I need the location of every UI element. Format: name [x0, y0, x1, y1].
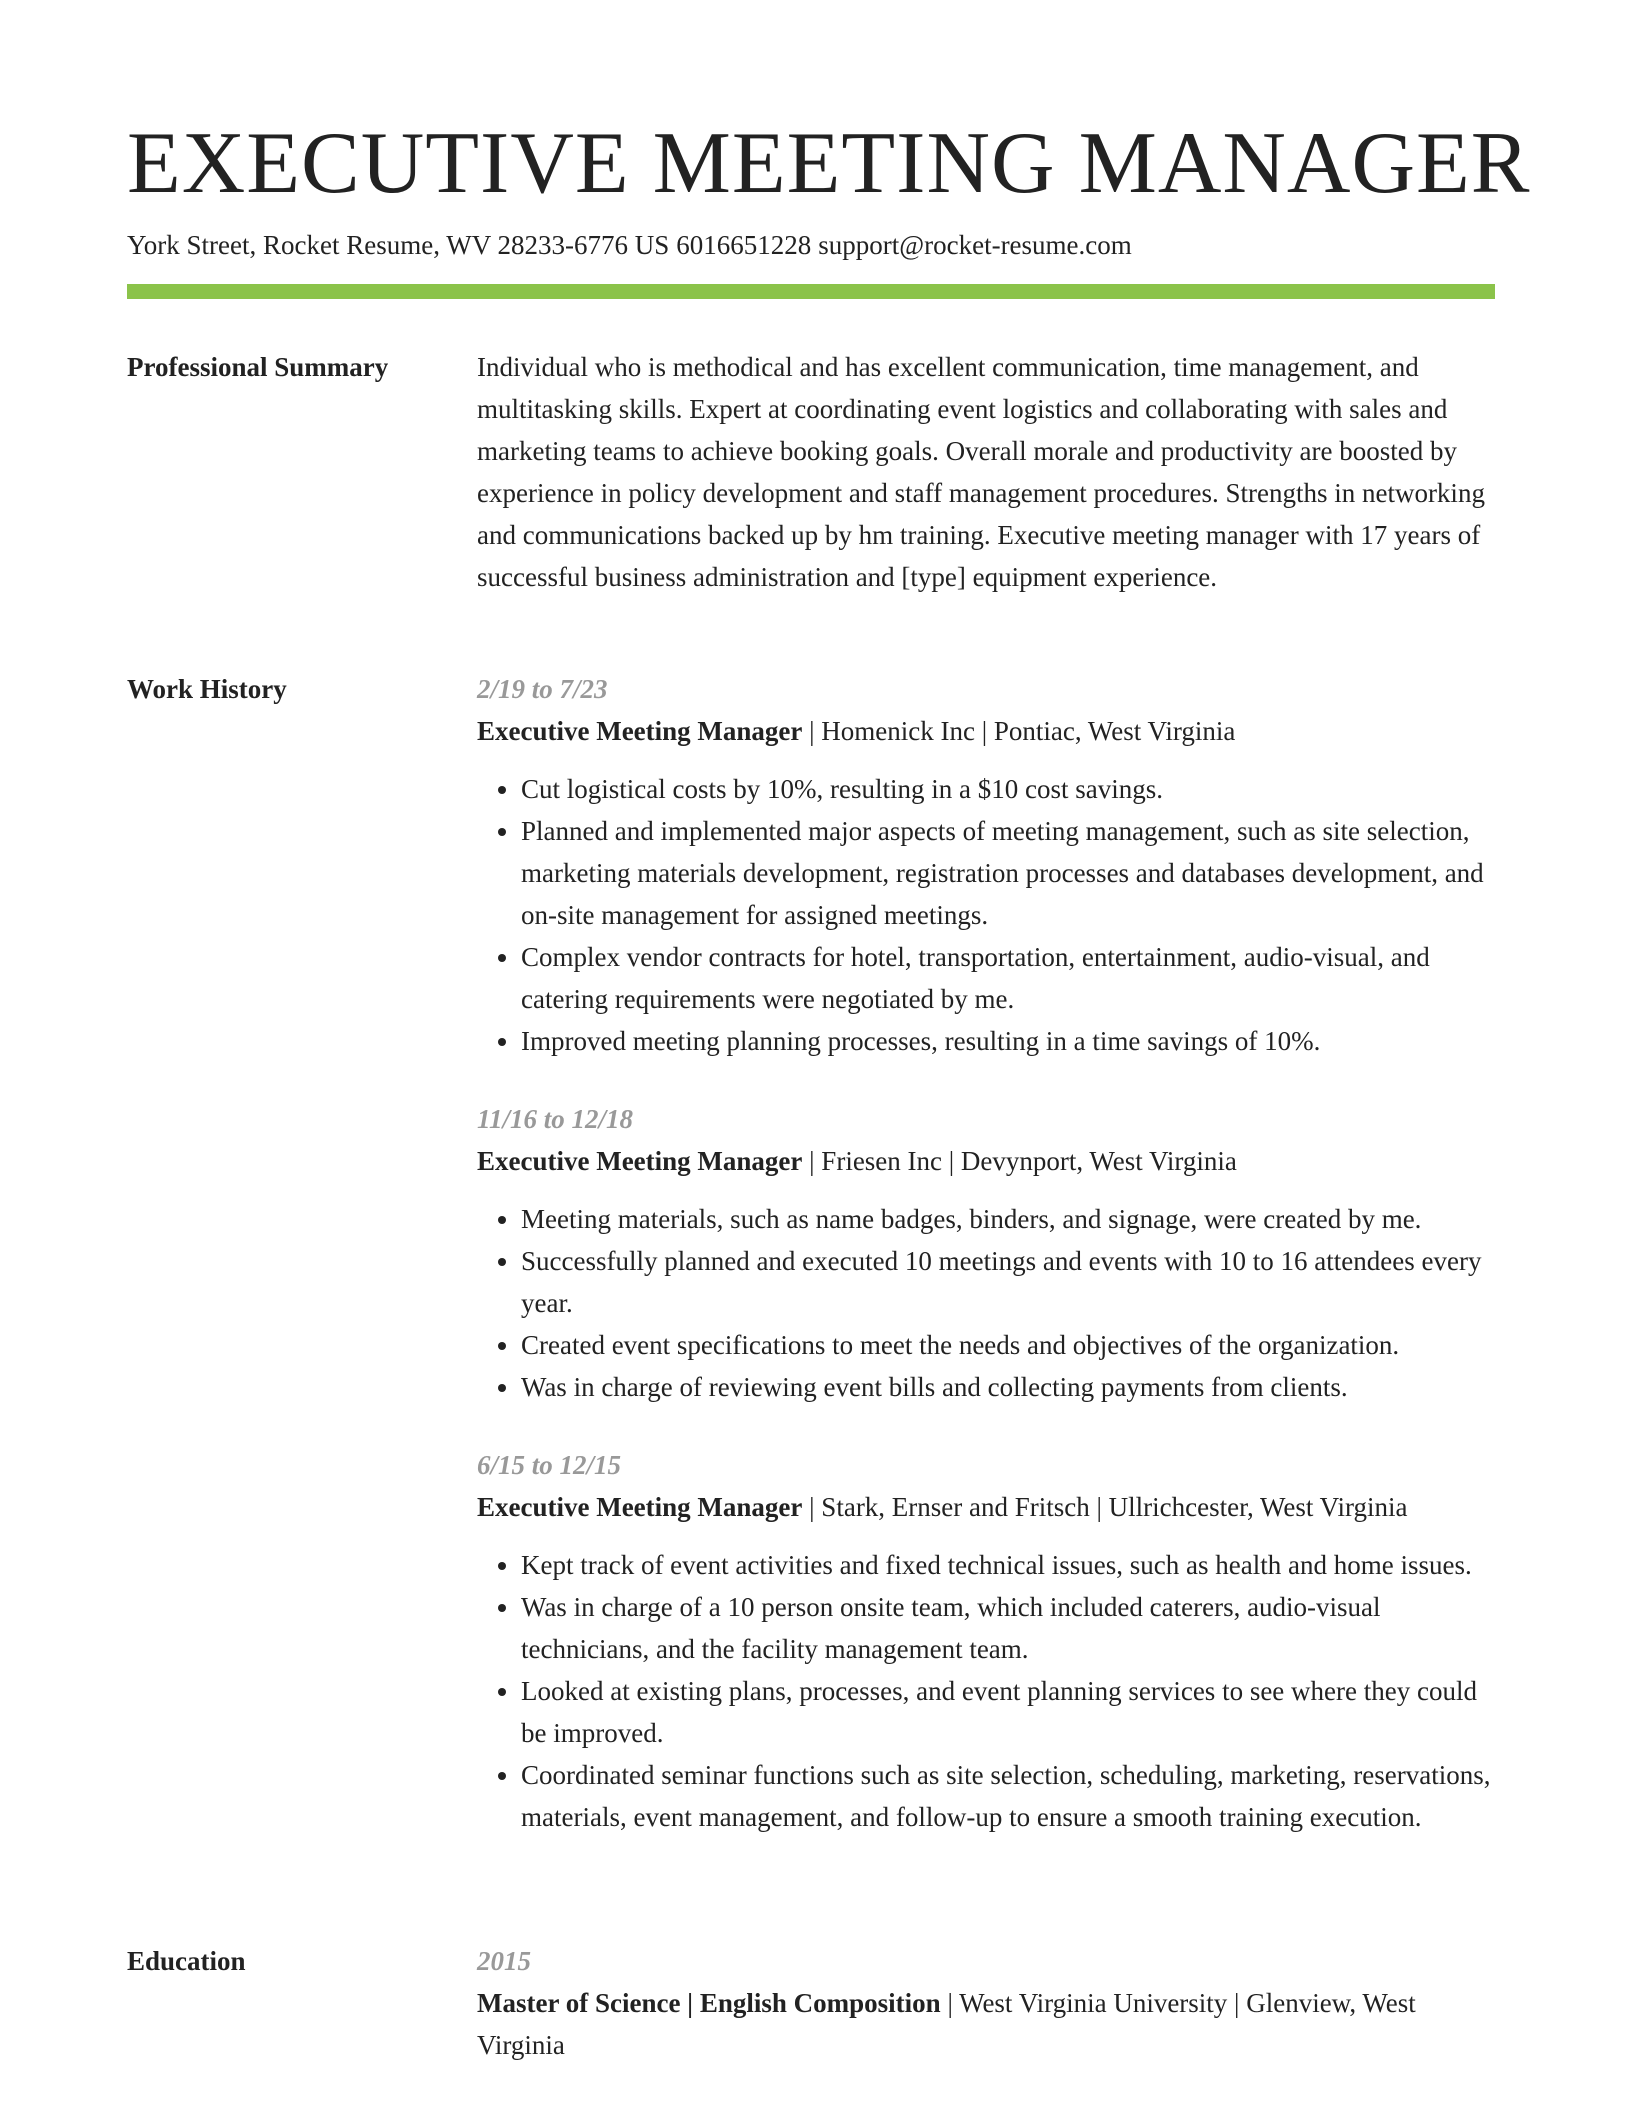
- job-bullet: • Kept track of event activities and fixed technical issues, such as health and home issues.: [521, 1544, 1495, 1586]
- education-year: 2015: [477, 1946, 531, 1976]
- job-header: [477, 1486, 1495, 1528]
- job-header: [477, 1140, 1495, 1182]
- job-details: | Homenick Inc | Pontiac, West Virginia: [802, 716, 1236, 746]
- education-body: [477, 1940, 1495, 2066]
- job-title: Executive Meeting Manager: [477, 716, 803, 746]
- work-history-label: Work History: [127, 674, 287, 704]
- education-degree: Master of Science | English Composition: [477, 1988, 941, 2018]
- job-header: [477, 710, 1495, 752]
- job-dates: 6/15 to 12/15: [477, 1450, 622, 1480]
- job-bullets: [477, 768, 1495, 1062]
- job-bullet: • Complex vendor contracts for hotel, transportation, entertainment, audio-visual, and catering requirements were negotiated by me.: [521, 936, 1495, 1020]
- job-bullets: [477, 1198, 1495, 1408]
- job-title: Executive Meeting Manager: [477, 1146, 803, 1176]
- contact-phone: 6016651228: [676, 230, 812, 260]
- education-section: [127, 1940, 1495, 2070]
- work-history-section: [127, 668, 1495, 1888]
- summary-label: Professional Summary: [127, 352, 389, 382]
- job-details: | Friesen Inc | Devynport, West Virginia: [802, 1146, 1237, 1176]
- education-entry: [477, 1982, 1495, 2066]
- job-details: | Stark, Ernser and Fritsch | Ullrichcester, West Virginia: [802, 1492, 1408, 1522]
- job-bullet: • Successfully planned and executed 10 meetings and events with 10 to 16 attendees every year.: [521, 1240, 1495, 1324]
- job-bullet: • Meeting materials, such as name badges, binders, and signage, were created by me.: [521, 1198, 1495, 1240]
- job-dates: 2/19 to 7/23: [477, 674, 608, 704]
- job-title: Executive Meeting Manager: [477, 1492, 803, 1522]
- job-bullet: • Cut logistical costs by 10%, resulting in a $10 cost savings.: [521, 768, 1495, 810]
- work-history-body: [477, 668, 1495, 1874]
- job-bullet: • Was in charge of reviewing event bills and collecting payments from clients.: [521, 1366, 1495, 1408]
- contact-address: York Street, Rocket Resume, WV 28233-6776 US: [127, 230, 670, 260]
- contact-line: [127, 230, 1132, 261]
- job-bullet: • Planned and implemented major aspects of meeting management, such as site selection, marketing materials development, registration processes and databases development, and on-site management for assigned meetings.: [521, 810, 1495, 936]
- job-bullet: • Created event specifications to meet the needs and objectives of the organization.: [521, 1324, 1495, 1366]
- contact-email: support@rocket-resume.com: [818, 230, 1132, 260]
- job-dates: 11/16 to 12/18: [477, 1104, 634, 1134]
- job-entry: [477, 1444, 1495, 1838]
- job-bullet: • Coordinated seminar functions such as site selection, scheduling, marketing, reservations, materials, event management, and follow-up to ensure a smooth training execution.: [521, 1754, 1495, 1838]
- job-entry: [477, 1098, 1495, 1408]
- job-bullets: [477, 1544, 1495, 1838]
- summary-text: Individual who is methodical and has excellent communication, time management, and multitasking skills. Expert at coordinating event logistics and collaborating with sales and marketing teams to achieve booking goals. Overall morale and productivity are boosted by experience in policy development and staff management procedures. Strengths in networking and communications backed up by hm training. Executive meeting manager with 17 years of successful business administration and [type] equipment experience.: [477, 352, 1485, 592]
- summary-section: [127, 346, 1495, 642]
- job-entry: [477, 668, 1495, 1062]
- job-bullet: • Improved meeting planning processes, resulting in a time savings of 10%.: [521, 1020, 1495, 1062]
- job-bullet: • Was in charge of a 10 person onsite team, which included caterers, audio-visual technicians, and the facility management team.: [521, 1586, 1495, 1670]
- summary-body: [477, 346, 1495, 598]
- education-label: Education: [127, 1946, 246, 1976]
- header-divider: [127, 284, 1495, 299]
- resume-title: EXECUTIVE MEETING MANAGER: [127, 115, 1531, 212]
- education-details: | West Virginia University | Glenview, West Virginia: [477, 1988, 1416, 2060]
- job-bullet: • Looked at existing plans, processes, and event planning services to see where they could be improved.: [521, 1670, 1495, 1754]
